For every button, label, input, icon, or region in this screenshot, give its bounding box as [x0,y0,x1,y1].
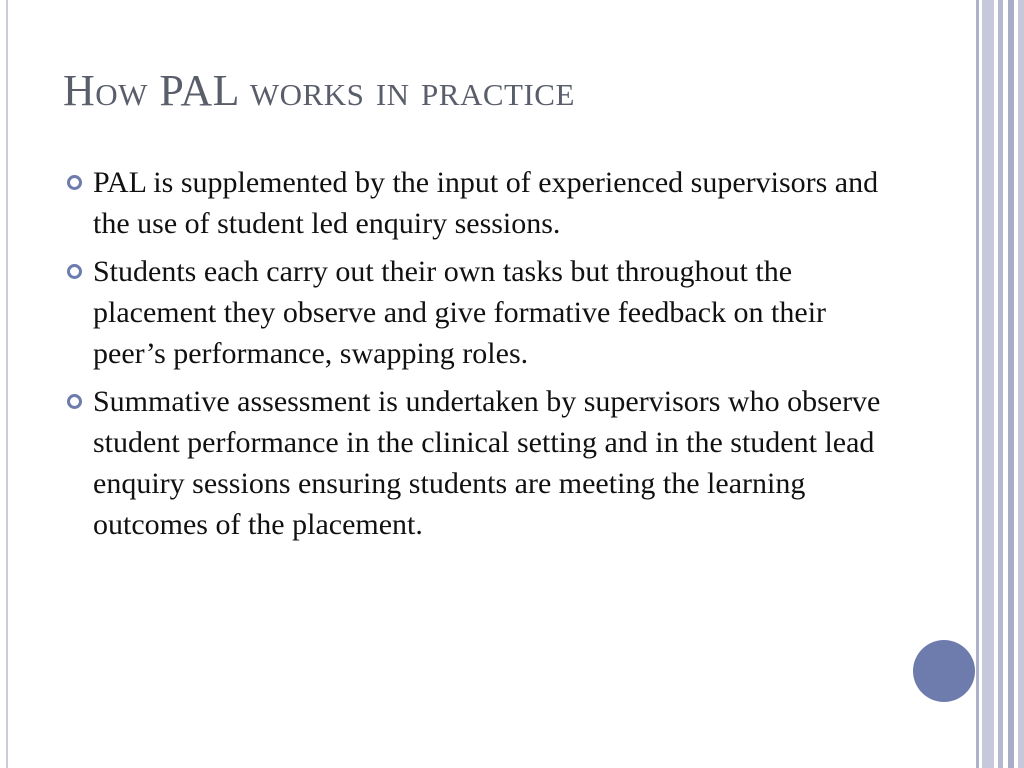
bullet-item [63,162,883,244]
slide-title: How PAL works in practice [63,66,575,115]
stripe [982,0,994,768]
bullet-circle-icon [67,264,82,279]
left-frame-line [6,0,8,768]
bullet-text: PAL is supplemented by the input of experienced supervisors and the use of student led enquiry sessions. [93,166,879,240]
decorative-circle [913,640,975,702]
bullet-item [63,251,883,374]
bullet-text: Students each carry out their own tasks but throughout the placement they observe and give formative feedback on their peer’s performance, swapping roles. [93,255,827,370]
stripe [1018,0,1024,768]
bullet-list [63,162,883,552]
bullet-circle-icon [67,394,82,409]
bullet-text: Summative assessment is undertaken by supervisors who observe student performance in the clinical setting and in the student lead enquiry sessions ensuring students are meeting the learning outcomes of the placement. [93,385,881,541]
right-decorative-stripes [976,0,1024,768]
bullet-circle-icon [67,175,82,190]
bullet-item [63,381,883,545]
